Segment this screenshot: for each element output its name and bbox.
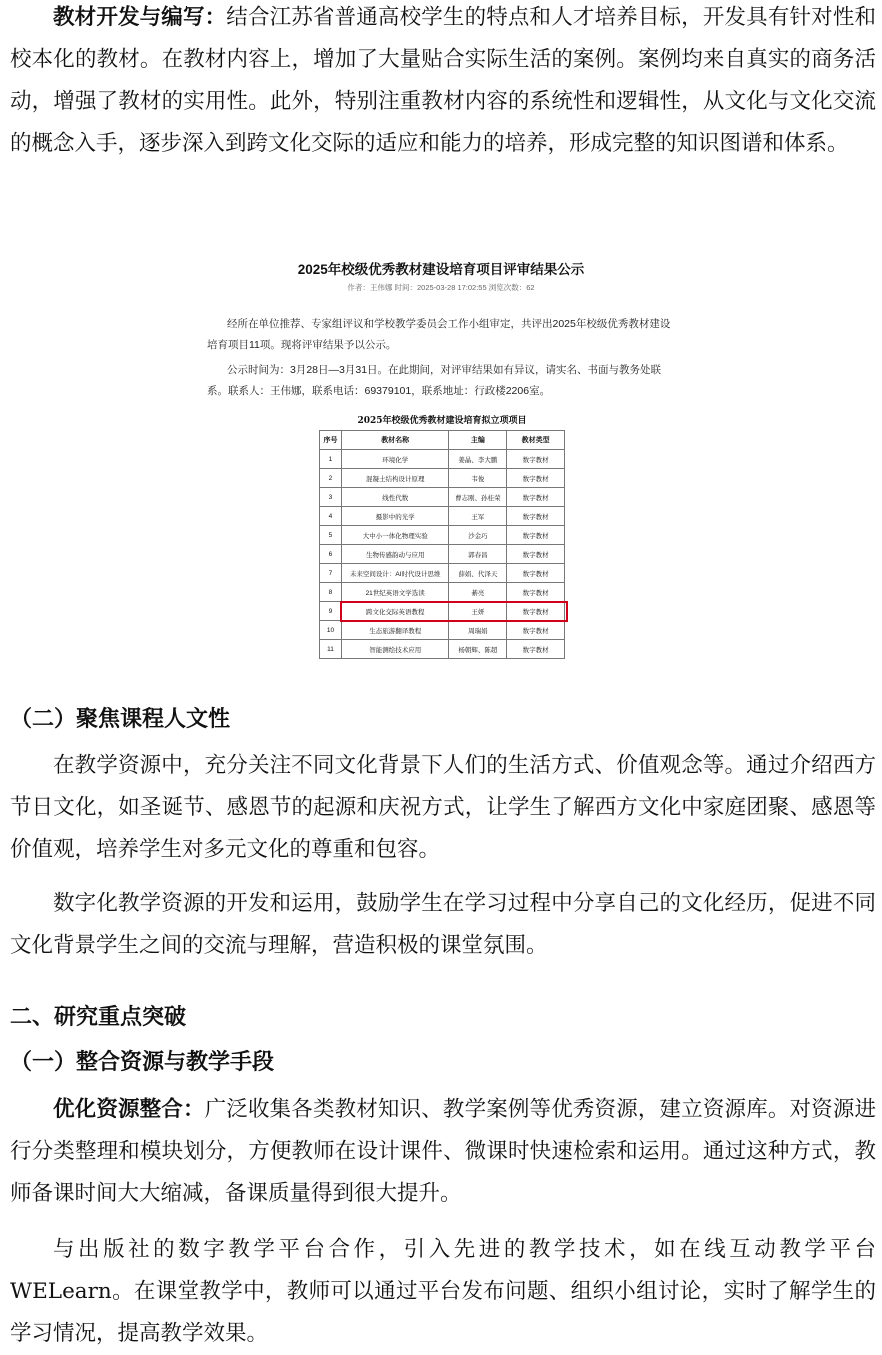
table-cell: 21世纪英语文学选读 — [341, 583, 449, 602]
table-cell: 数字教材 — [507, 602, 565, 621]
table-cell: 曹志刚、孙桂荣 — [449, 488, 507, 507]
section2-subheading: （一）整合资源与教学手段 — [10, 1049, 275, 1075]
section-focus-heading: （二）聚焦课程人文性 — [10, 706, 231, 732]
table-row — [320, 640, 565, 659]
table-cell: 数字教材 — [507, 621, 565, 640]
announcement-paragraph-1: 经所在单位推荐、专家组评议和学校教学委员会工作小组审定，共评出2025年校级优秀教材建设培育项目11项。现将评审结果予以公示。 — [207, 318, 671, 351]
table-row — [320, 507, 565, 526]
table-cell: 7 — [320, 564, 342, 583]
table-row — [320, 488, 565, 507]
column-header: 序号 — [320, 431, 342, 450]
table-cell: 沙金巧 — [449, 526, 507, 545]
table-cell: 薛娟、代泽天 — [449, 564, 507, 583]
table-cell: 数字教材 — [507, 507, 565, 526]
intro-paragraph — [10, 0, 876, 165]
table-cell: 9 — [320, 602, 342, 621]
table-cell: 王妍 — [449, 602, 507, 621]
table-cell: 数字教材 — [507, 564, 565, 583]
table-row — [320, 469, 565, 488]
table-cell: 杨朝辉、陈超 — [449, 640, 507, 659]
table-cell: 郭春昌 — [449, 545, 507, 564]
table-cell: 数字教材 — [507, 469, 565, 488]
table-cell: 数字教材 — [507, 488, 565, 507]
table-cell: 数字教材 — [507, 583, 565, 602]
table-cell: 线性代数 — [341, 488, 449, 507]
table-cell: 摄影中的光学 — [341, 507, 449, 526]
table-cell: 跨文化交际英语教程 — [341, 602, 449, 621]
table-cell: 韦俊 — [449, 469, 507, 488]
table-cell: 綦亮 — [449, 583, 507, 602]
table-cell: 姜晶、李大鹏 — [449, 450, 507, 469]
table-row — [320, 602, 565, 621]
section2-label: 优化资源整合： — [53, 1097, 205, 1122]
table-cell: 8 — [320, 583, 342, 602]
table-cell: 10 — [320, 621, 342, 640]
section2-text: 广泛收集各类教材知识、教学案例等优秀资源，建立资源库。对资源进行分类整理和模块划分，方便教师在设计课件、微课时快速检索和运用。通过这种方式，教师备课时间大大缩减，备课质量得到很大提升。 — [10, 1097, 876, 1206]
table-cell: 11 — [320, 640, 342, 659]
column-header: 教材名称 — [341, 431, 449, 450]
project-table-wrapper — [319, 412, 565, 659]
table-row — [320, 583, 565, 602]
table-cell: 环境化学 — [341, 450, 449, 469]
table-cell: 数字教材 — [507, 526, 565, 545]
table-cell: 大中小一体化物理实验 — [341, 526, 449, 545]
section2-paragraph-1 — [10, 1089, 876, 1215]
table-row — [320, 545, 565, 564]
table-cell: 3 — [320, 488, 342, 507]
column-header: 主编 — [449, 431, 507, 450]
table-cell: 数字教材 — [507, 450, 565, 469]
section2-paragraph-2: 与出版社的数字教学平台合作，引入先进的教学技术，如在线互动教学平台WELearn。在课堂教学中，教师可以通过平台发布问题、组织小组讨论，实时了解学生的学习情况，提高教学效果。 — [10, 1237, 876, 1346]
table-cell: 5 — [320, 526, 342, 545]
intro-text: 结合江苏省普通高校学生的特点和人才培养目标，开发具有针对性和校本化的教材。在教材内容上，增加了大量贴合实际生活的案例。案例均来自真实的商务活动，增强了教材的实用性。此外，特别注重教材内容的系统性和逻辑性，从文化与文化交流的概念入手，逐步深入到跨文化交际的适应和能力的培养，形成完整的知识图谱和体系。 — [10, 5, 876, 156]
intro-label: 教材开发与编写： — [53, 5, 227, 30]
table-row — [320, 621, 565, 640]
table-cell: 智能测绘技术应用 — [341, 640, 449, 659]
table-header-row — [320, 431, 565, 450]
table-cell: 周瑞娟 — [449, 621, 507, 640]
table-cell: 2 — [320, 469, 342, 488]
table-cell: 数字教材 — [507, 640, 565, 659]
table-cell: 生态旅游翻译教程 — [341, 621, 449, 640]
table-cell: 王军 — [449, 507, 507, 526]
table-cell: 4 — [320, 507, 342, 526]
section-focus-paragraph-2: 数字化教学资源的开发和运用，鼓励学生在学习过程中分享自己的文化经历，促进不同文化背景学生之间的交流与理解，营造积极的课堂氛围。 — [10, 891, 876, 958]
table-title: 2025年校级优秀教材建设培育拟立项项目 — [357, 416, 527, 426]
embedded-announcement-screenshot — [195, 252, 687, 672]
project-table — [319, 430, 565, 659]
table-cell: 生物传感韵动与应用 — [341, 545, 449, 564]
table-cell: 未来空间设计：AI时代设计思维 — [341, 564, 449, 583]
column-header: 教材类型 — [507, 431, 565, 450]
table-cell: 1 — [320, 450, 342, 469]
announcement-paragraph-2: 公示时间为：3月28日—3月31日。在此期间，对评审结果如有异议，请实名、书面与教务处联系。联系人：王伟娜，联系电话：69379101，联系地址：行政楼2206室。 — [207, 364, 662, 397]
table-row — [320, 450, 565, 469]
table-cell: 数字教材 — [507, 545, 565, 564]
table-row — [320, 564, 565, 583]
section-focus-paragraph-1: 在教学资源中，充分关注不同文化背景下人们的生活方式、价值观念等。通过介绍西方节日文化，如圣诞节、感恩节的起源和庆祝方式，让学生了解西方文化中家庭团聚、感恩等价值观，培养学生对多元文化的尊重和包容。 — [10, 753, 876, 862]
announcement-title: 2025年校级优秀教材建设培育项目评审结果公示 — [297, 262, 585, 277]
table-cell: 6 — [320, 545, 342, 564]
table-cell: 混凝土结构设计原理 — [341, 469, 449, 488]
section2-heading: 二、研究重点突破 — [10, 1004, 187, 1030]
table-row — [320, 526, 565, 545]
announcement-meta: 作者：王伟娜 时间：2025-03-28 17:02:55 浏览次数：62 — [347, 283, 535, 292]
